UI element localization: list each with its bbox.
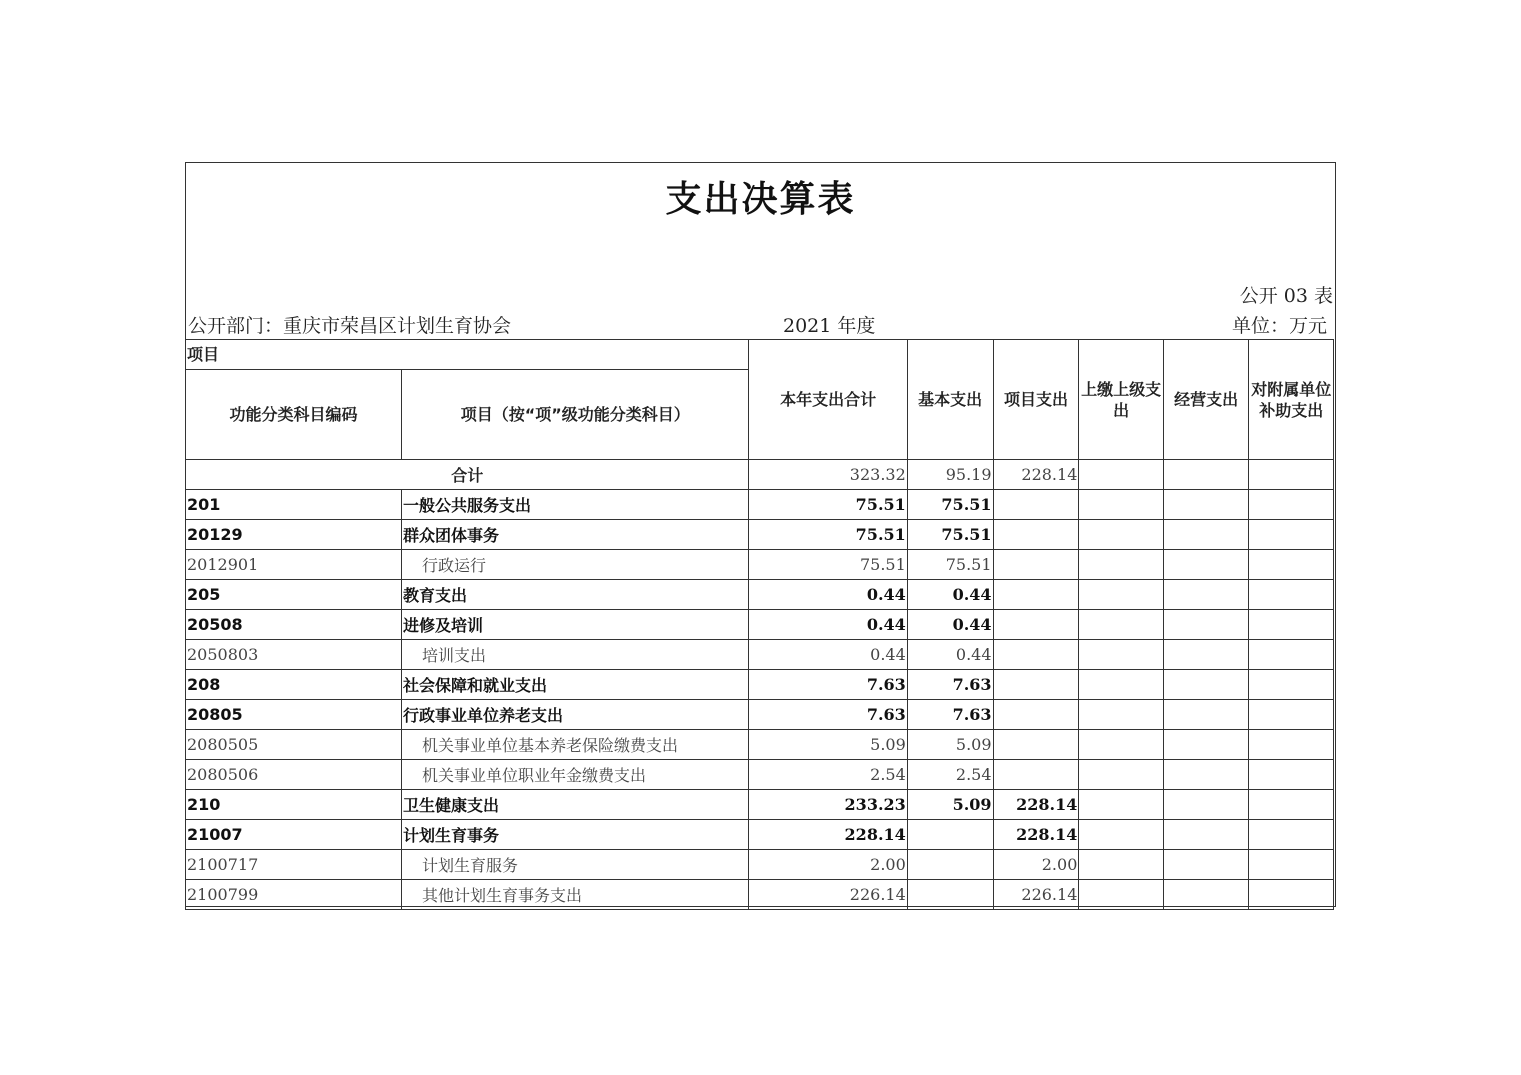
cell-code: 208 bbox=[186, 670, 402, 700]
cell-code: 2050803 bbox=[186, 640, 402, 670]
cell-project bbox=[993, 760, 1079, 790]
table-row bbox=[186, 670, 1334, 700]
cell-upper bbox=[1079, 760, 1164, 790]
cell-business bbox=[1163, 850, 1249, 880]
cell-business bbox=[1163, 640, 1249, 670]
cell-business bbox=[1163, 520, 1249, 550]
cell-name: 卫生健康支出 bbox=[401, 790, 749, 820]
cell-business bbox=[1163, 580, 1249, 610]
cell-basic: 5.09 bbox=[907, 730, 993, 760]
table-row bbox=[186, 880, 1334, 910]
cell-project bbox=[993, 670, 1079, 700]
department-label: 公开部门：重庆市荣昌区计划生育协会 bbox=[188, 315, 512, 337]
cell-total: 5.09 bbox=[749, 730, 907, 760]
total-row bbox=[186, 460, 1334, 490]
cell-business bbox=[1163, 610, 1249, 640]
cell-upper bbox=[1079, 700, 1164, 730]
cell-subsidy bbox=[1249, 670, 1334, 700]
cell-name: 行政运行 bbox=[401, 550, 749, 580]
cell-basic bbox=[907, 820, 993, 850]
total-subsidy bbox=[1249, 460, 1334, 490]
cell-total: 2.00 bbox=[749, 850, 907, 880]
cell-upper bbox=[1079, 820, 1164, 850]
cell-name: 一般公共服务支出 bbox=[401, 490, 749, 520]
cell-code: 20508 bbox=[186, 610, 402, 640]
cell-subsidy bbox=[1249, 880, 1334, 910]
cell-code: 20129 bbox=[186, 520, 402, 550]
header-project-expense: 项目支出 bbox=[993, 340, 1079, 460]
cell-total: 7.63 bbox=[749, 670, 907, 700]
cell-basic: 75.51 bbox=[907, 490, 993, 520]
cell-basic: 5.09 bbox=[907, 790, 993, 820]
cell-basic: 0.44 bbox=[907, 640, 993, 670]
cell-name: 进修及培训 bbox=[401, 610, 749, 640]
table-row bbox=[186, 580, 1334, 610]
cell-business bbox=[1163, 670, 1249, 700]
cell-subsidy bbox=[1249, 850, 1334, 880]
cell-upper bbox=[1079, 580, 1164, 610]
cell-code: 20805 bbox=[186, 700, 402, 730]
cell-total: 75.51 bbox=[749, 490, 907, 520]
cell-name: 机关事业单位职业年金缴费支出 bbox=[401, 760, 749, 790]
cell-project bbox=[993, 580, 1079, 610]
cell-subsidy bbox=[1249, 730, 1334, 760]
total-amount: 323.32 bbox=[749, 460, 907, 490]
cell-basic: 75.51 bbox=[907, 550, 993, 580]
cell-name: 计划生育服务 bbox=[401, 850, 749, 880]
cell-subsidy bbox=[1249, 520, 1334, 550]
expenditure-table bbox=[185, 339, 1334, 910]
cell-total: 228.14 bbox=[749, 820, 907, 850]
header-code: 功能分类科目编码 bbox=[186, 370, 402, 460]
table-row bbox=[186, 850, 1334, 880]
cell-business bbox=[1163, 550, 1249, 580]
cell-business bbox=[1163, 790, 1249, 820]
cell-basic bbox=[907, 850, 993, 880]
cell-code: 2080505 bbox=[186, 730, 402, 760]
table-row bbox=[186, 760, 1334, 790]
cell-project: 2.00 bbox=[993, 850, 1079, 880]
cell-business bbox=[1163, 730, 1249, 760]
total-business bbox=[1163, 460, 1249, 490]
page-title: 支出决算表 bbox=[665, 179, 856, 220]
cell-subsidy bbox=[1249, 550, 1334, 580]
header-name: 项目（按“项”级功能分类科目） bbox=[401, 370, 749, 460]
cell-code: 205 bbox=[186, 580, 402, 610]
cell-subsidy bbox=[1249, 820, 1334, 850]
cell-subsidy bbox=[1249, 760, 1334, 790]
cell-upper bbox=[1079, 610, 1164, 640]
cell-upper bbox=[1079, 790, 1164, 820]
cell-total: 75.51 bbox=[749, 550, 907, 580]
table-row bbox=[186, 520, 1334, 550]
cell-upper bbox=[1079, 550, 1164, 580]
cell-total: 233.23 bbox=[749, 790, 907, 820]
cell-subsidy bbox=[1249, 700, 1334, 730]
cell-business bbox=[1163, 820, 1249, 850]
cell-project: 226.14 bbox=[993, 880, 1079, 910]
table-row bbox=[186, 790, 1334, 820]
cell-name: 机关事业单位基本养老保险缴费支出 bbox=[401, 730, 749, 760]
cell-project bbox=[993, 490, 1079, 520]
cell-code: 201 bbox=[186, 490, 402, 520]
expenditure-sheet bbox=[185, 162, 1336, 907]
cell-code: 2080506 bbox=[186, 760, 402, 790]
cell-subsidy bbox=[1249, 490, 1334, 520]
cell-project bbox=[993, 730, 1079, 760]
cell-subsidy bbox=[1249, 580, 1334, 610]
header-business: 经营支出 bbox=[1163, 340, 1249, 460]
total-basic: 95.19 bbox=[907, 460, 993, 490]
cell-project bbox=[993, 520, 1079, 550]
header-upper-payment: 上缴上级支出 bbox=[1079, 340, 1164, 460]
cell-subsidy bbox=[1249, 610, 1334, 640]
cell-business bbox=[1163, 490, 1249, 520]
cell-total: 75.51 bbox=[749, 520, 907, 550]
cell-name: 计划生育事务 bbox=[401, 820, 749, 850]
header-basic: 基本支出 bbox=[907, 340, 993, 460]
cell-upper bbox=[1079, 490, 1164, 520]
table-row bbox=[186, 610, 1334, 640]
cell-code: 210 bbox=[186, 790, 402, 820]
total-upper bbox=[1079, 460, 1164, 490]
cell-total: 7.63 bbox=[749, 700, 907, 730]
cell-code: 2100799 bbox=[186, 880, 402, 910]
cell-business bbox=[1163, 880, 1249, 910]
cell-name: 教育支出 bbox=[401, 580, 749, 610]
cell-code: 2012901 bbox=[186, 550, 402, 580]
cell-business bbox=[1163, 700, 1249, 730]
year-label: 2021 年度 bbox=[783, 315, 876, 337]
cell-project bbox=[993, 610, 1079, 640]
table-row bbox=[186, 700, 1334, 730]
cell-project bbox=[993, 550, 1079, 580]
cell-name: 社会保障和就业支出 bbox=[401, 670, 749, 700]
cell-basic: 2.54 bbox=[907, 760, 993, 790]
header-total: 本年支出合计 bbox=[749, 340, 907, 460]
cell-total: 0.44 bbox=[749, 640, 907, 670]
unit-label: 单位：万元 bbox=[1231, 315, 1327, 337]
cell-basic: 0.44 bbox=[907, 580, 993, 610]
cell-subsidy bbox=[1249, 790, 1334, 820]
cell-name: 群众团体事务 bbox=[401, 520, 749, 550]
cell-upper bbox=[1079, 850, 1164, 880]
cell-code: 21007 bbox=[186, 820, 402, 850]
cell-basic: 7.63 bbox=[907, 700, 993, 730]
header-subsidy: 对附属单位补助支出 bbox=[1249, 340, 1334, 460]
cell-basic: 7.63 bbox=[907, 670, 993, 700]
cell-upper bbox=[1079, 640, 1164, 670]
cell-basic: 75.51 bbox=[907, 520, 993, 550]
table-row bbox=[186, 820, 1334, 850]
total-project: 228.14 bbox=[993, 460, 1079, 490]
cell-basic bbox=[907, 880, 993, 910]
cell-name: 行政事业单位养老支出 bbox=[401, 700, 749, 730]
cell-upper bbox=[1079, 670, 1164, 700]
cell-name: 其他计划生育事务支出 bbox=[401, 880, 749, 910]
table-row bbox=[186, 550, 1334, 580]
cell-project bbox=[993, 700, 1079, 730]
cell-code: 2100717 bbox=[186, 850, 402, 880]
cell-project: 228.14 bbox=[993, 790, 1079, 820]
cell-name: 培训支出 bbox=[401, 640, 749, 670]
cell-basic: 0.44 bbox=[907, 610, 993, 640]
table-row bbox=[186, 490, 1334, 520]
table-row bbox=[186, 640, 1334, 670]
cell-project bbox=[993, 640, 1079, 670]
form-number: 公开 03 表 bbox=[1239, 285, 1333, 307]
cell-subsidy bbox=[1249, 640, 1334, 670]
table-row bbox=[186, 730, 1334, 760]
header-project: 项目 bbox=[186, 340, 749, 370]
cell-business bbox=[1163, 760, 1249, 790]
cell-upper bbox=[1079, 880, 1164, 910]
cell-project: 228.14 bbox=[993, 820, 1079, 850]
cell-total: 2.54 bbox=[749, 760, 907, 790]
cell-total: 0.44 bbox=[749, 580, 907, 610]
cell-upper bbox=[1079, 730, 1164, 760]
cell-upper bbox=[1079, 520, 1164, 550]
cell-total: 226.14 bbox=[749, 880, 907, 910]
total-label: 合计 bbox=[186, 460, 749, 490]
cell-total: 0.44 bbox=[749, 610, 907, 640]
